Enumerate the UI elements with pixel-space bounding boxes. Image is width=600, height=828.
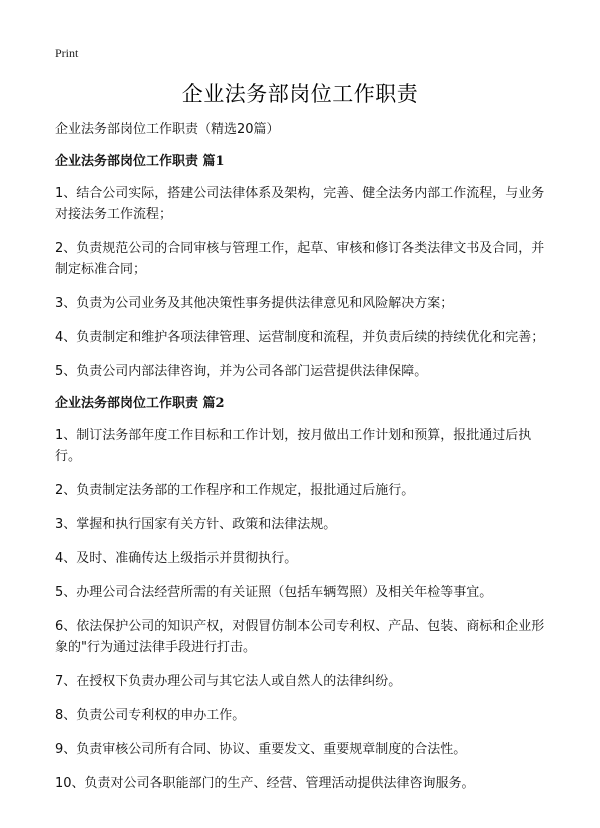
list-item: 4、及时、准确传达上级指示并贯彻执行。 [55, 551, 298, 566]
section-heading: 企业法务部岗位工作职责 篇2 [55, 396, 225, 411]
list-item: 2、负责规范公司的合同审核与管理工作，起草、审核和修订各类法律文书及合同，并制定标准合同； [55, 241, 545, 277]
list-item: 6、依法保护公司的知识产权，对假冒仿制本公司专利权、产品、包装、商标和企业形象的"行为通过法律手段进行打击。 [55, 619, 545, 655]
list-item: 5、负责公司内部法律咨询，并为公司各部门运营提供法律保障。 [55, 364, 428, 379]
list-item: 5、办理公司合法经营所需的有关证照（包括车辆驾照）及相关年检等事宜。 [55, 585, 493, 600]
list-item: 3、负责为公司业务及其他决策性事务提供法律意见和风险解决方案； [55, 296, 454, 311]
section-heading: 企业法务部岗位工作职责 篇1 [55, 154, 225, 169]
list-item: 1、制订法务部年度工作目标和工作计划，按月做出工作计划和预算，报批通过后执行。 [55, 428, 532, 464]
list-item: 7、在授权下负责办理公司与其它法人或自然人的法律纠纷。 [55, 674, 402, 689]
list-item: 10、负责对公司各职能部门的生产、经营、管理活动提供法律咨询服务。 [55, 776, 475, 791]
document-body [55, 121, 553, 807]
section-1 [55, 153, 553, 382]
list-item: 3、掌握和执行国家有关方针、政策和法律法规。 [55, 517, 337, 532]
list-item: 2、负责制定法务部的工作程序和工作规定，报批通过后施行。 [55, 483, 415, 498]
print-label[interactable]: Print [55, 46, 79, 60]
document-title: 企业法务部岗位工作职责 [181, 82, 419, 106]
list-item: 9、负责审核公司所有合同、协议、重要发文、重要规章制度的合法性。 [55, 742, 467, 757]
section-2 [55, 395, 553, 794]
list-item: 8、负责公司专利权的申办工作。 [55, 708, 246, 723]
list-item: 4、负责制定和维护各项法律管理、运营制度和流程，并负责后续的持续优化和完善； [55, 330, 545, 345]
document-subtitle: 企业法务部岗位工作职责（精选20篇） [55, 122, 280, 137]
list-item: 1、结合公司实际，搭建公司法律体系及架构，完善、健全法务内部工作流程，与业务对接法务工作流程； [55, 186, 545, 222]
